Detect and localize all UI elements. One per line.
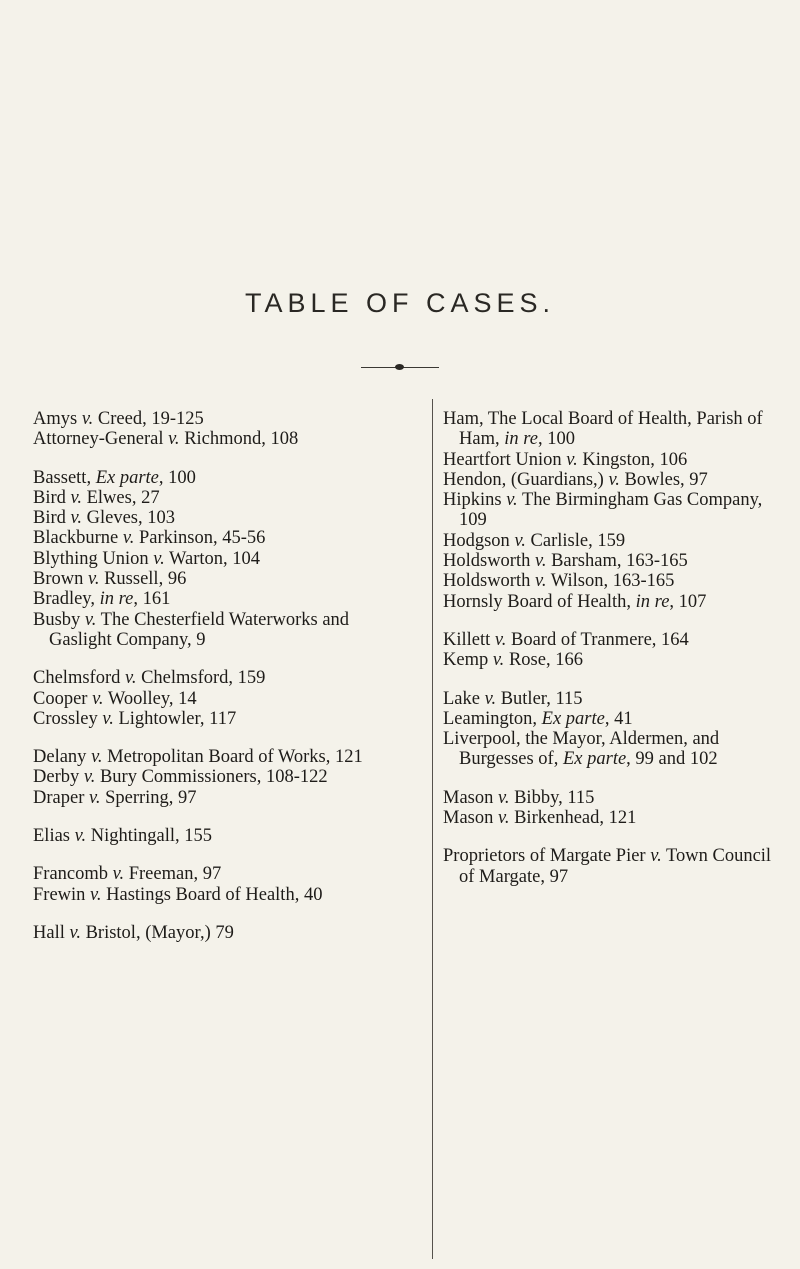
case-entry: Heartfort Union v. Kingston, 106 (443, 449, 688, 470)
case-entry: Holdsworth v. Barsham, 163-165 (443, 551, 688, 572)
case-entry: Delany v. Metropolitan Board of Works, 121 (33, 747, 363, 768)
case-entry: Bradley, in re, 161 (33, 589, 171, 610)
case-entry: Hornsly Board of Health, in re, 107 (443, 591, 707, 612)
case-entry: Bird v. Gleves, 103 (33, 508, 175, 529)
case-entry: Attorney-General v. Richmond, 108 (33, 429, 299, 450)
case-entry: Hodgson v. Carlisle, 159 (443, 530, 626, 551)
right-column (432, 399, 781, 1259)
case-entry: Leamington, Ex parte, 41 (443, 708, 633, 729)
case-entry: Liverpool, the Mayor, Aldermen, and Burgesses of, Ex parte, 99 and 102 (443, 729, 720, 770)
case-entry: Hipkins v. The Birmingham Gas Company, 109 (443, 490, 763, 531)
case-entry: Chelmsford v. Chelmsford, 159 (33, 668, 266, 689)
case-entry: Hendon, (Guardians,) v. Bowles, 97 (443, 469, 708, 490)
rule-ornament (395, 364, 404, 370)
case-entry: Bassett, Ex parte, 100 (33, 467, 196, 488)
left-column (33, 409, 393, 943)
case-entry: Proprietors of Margate Pier v. Town Council of Margate, 97 (443, 846, 772, 887)
case-entry: Hall v. Bristol, (Mayor,) 79 (33, 922, 234, 943)
case-entry: Crossley v. Lightowler, 117 (33, 708, 237, 729)
case-entry: Derby v. Bury Commissioners, 108-122 (33, 767, 328, 788)
case-entry: Elias v. Nightingall, 155 (33, 826, 212, 847)
case-entry: Killett v. Board of Tranmere, 164 (443, 629, 689, 650)
case-entry: Francomb v. Freeman, 97 (33, 864, 222, 885)
case-entry: Blackburne v. Parkinson, 45-56 (33, 528, 266, 549)
case-entry: Mason v. Bibby, 115 (443, 787, 595, 808)
case-entry: Kemp v. Rose, 166 (443, 650, 583, 671)
case-entry: Mason v. Birkenhead, 121 (443, 808, 637, 829)
case-entry: Brown v. Russell, 96 (33, 569, 187, 590)
case-entry: Ham, The Local Board of Health, Parish of Ham, in re, 100 (443, 409, 763, 450)
case-entry: Frewin v. Hastings Board of Health, 40 (33, 884, 323, 905)
case-entry: Busby v. The Chesterfield Waterworks and Gaslight Company, 9 (33, 609, 350, 650)
case-entry: Holdsworth v. Wilson, 163-165 (443, 571, 675, 592)
case-entry: Blything Union v. Warton, 104 (33, 548, 261, 569)
case-entry: Draper v. Sperring, 97 (33, 787, 197, 808)
case-entry: Bird v. Elwes, 27 (33, 487, 160, 508)
case-entry: Cooper v. Woolley, 14 (33, 688, 197, 709)
page-title: TABLE OF CASES. (244, 288, 556, 318)
case-entry: Amys v. Creed, 19-125 (33, 409, 204, 429)
case-entry: Lake v. Butler, 115 (443, 688, 583, 709)
